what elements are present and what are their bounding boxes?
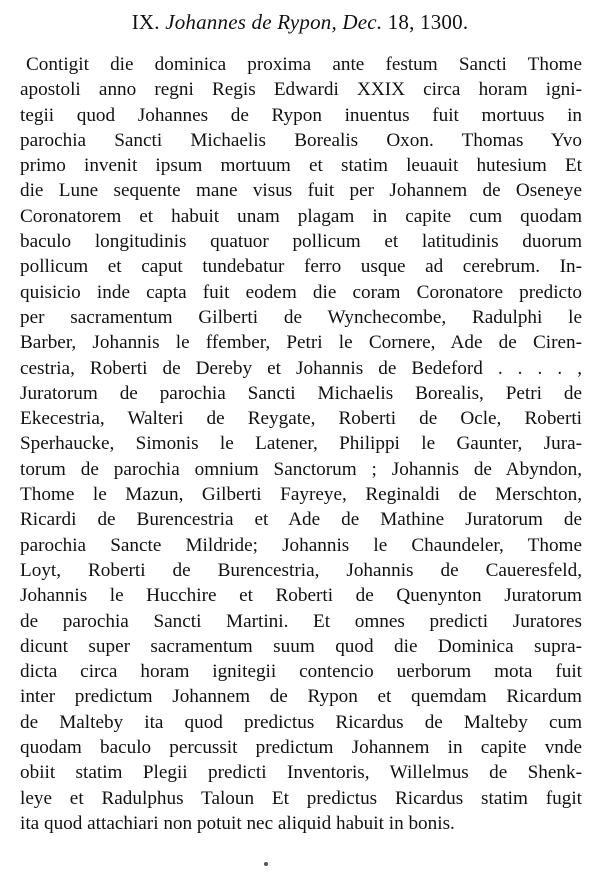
text-line: die Lune sequente mane visus fuit per Johannem de Oseneye bbox=[20, 180, 582, 202]
text-line: baculo longitudinis quatuor pollicum et latitudinis duorum bbox=[20, 231, 582, 253]
text-line: primo invenit ipsum mortuum et statim leuauit hutesium Et bbox=[20, 155, 582, 177]
text-line: de Malteby ita quod predictus Ricardus de Malteby cum bbox=[20, 711, 582, 733]
text-line: Contigit die dominica proxima ante festum Sancti Thome bbox=[26, 54, 582, 75]
text-line: Ricardi de Burencestria et Ade de Mathine Juratorum de bbox=[20, 509, 582, 531]
text-line: cestria, Roberti de Dereby et Johannis de Bedeford . . . . , bbox=[20, 357, 582, 379]
text-line: quodam baculo percussit predictum Johannem in capite vnde bbox=[20, 737, 582, 759]
text-line: Coronatorem et habuit unam plagam in capite cum quodam bbox=[20, 205, 582, 227]
page-mark bbox=[264, 862, 268, 866]
text-line: torum de parochia omnium Sanctorum ; Johannis de Abyndon, bbox=[20, 458, 582, 480]
entry-text bbox=[20, 52, 582, 836]
text-line: inter predictum Johannem de Rypon et quemdam Ricardum bbox=[20, 686, 582, 708]
text-line: de parochia Sancti Martini. Et omnes predicti Juratores bbox=[20, 610, 582, 632]
text-line: Loyt, Roberti de Burencestria, Johannis de Caueresfeld, bbox=[20, 559, 582, 581]
text-line: Thome le Mazun, Gilberti Fayreye, Reginaldi de Merschton, bbox=[20, 484, 582, 506]
text-line: leye et Radulphus Taloun Et predictus Ricardus statim fugit bbox=[20, 787, 582, 809]
text-line: pollicum et caput tundebatur ferro usque ad cerebrum. In- bbox=[20, 256, 582, 278]
text-line: parochia Sancte Mildride; Johannis le Chaundeler, Thome bbox=[20, 534, 582, 556]
text-line: parochia Sancti Michaelis Borealis Oxon. Thomas Yvo bbox=[20, 129, 582, 151]
entry-heading bbox=[0, 9, 600, 35]
text-line: ita quod attachiari non potuit nec aliquid habuit in bonis. bbox=[20, 812, 455, 834]
text-line: Juratorum de parochia Sancti Michaelis Borealis, Petri de bbox=[20, 382, 582, 404]
entry-date-value: 18, 1300. bbox=[387, 10, 469, 34]
text-line: apostoli anno regni Regis Edwardi XXIX circa horam igni- bbox=[20, 79, 582, 101]
text-line: tegii quod Johannes de Rypon inuentus fuit mortuus in bbox=[20, 104, 582, 126]
text-line: quisicio inde capta fuit eodem die coram Coronatore predicto bbox=[20, 281, 582, 303]
text-line: Sperhaucke, Simonis le Latener, Philippi le Gaunter, Jura- bbox=[20, 433, 582, 455]
text-line: per sacramentum Gilberti de Wynchecombe, Radulphi le bbox=[20, 306, 582, 328]
text-line: obiit statim Plegii predicti Inventoris, Willelmus de Shenk- bbox=[20, 762, 582, 784]
text-line: dicunt super sacramentum suum quod die Dominica supra- bbox=[20, 635, 582, 657]
entry-name: Johannes de Rypon, bbox=[165, 10, 337, 34]
entry-date-label: Dec. bbox=[342, 10, 383, 34]
text-line: dicta circa horam ignitegii contencio uerborum mota fuit bbox=[20, 661, 582, 683]
entry-number: IX. bbox=[131, 10, 160, 34]
text-line: Barber, Johannis le ffember, Petri le Cornere, Ade de Ciren- bbox=[20, 332, 582, 354]
text-line: Ekecestria, Walteri de Reygate, Roberti de Ocle, Roberti bbox=[20, 408, 582, 430]
text-line: Johannis le Hucchire et Roberti de Quenynton Juratorum bbox=[20, 585, 582, 607]
